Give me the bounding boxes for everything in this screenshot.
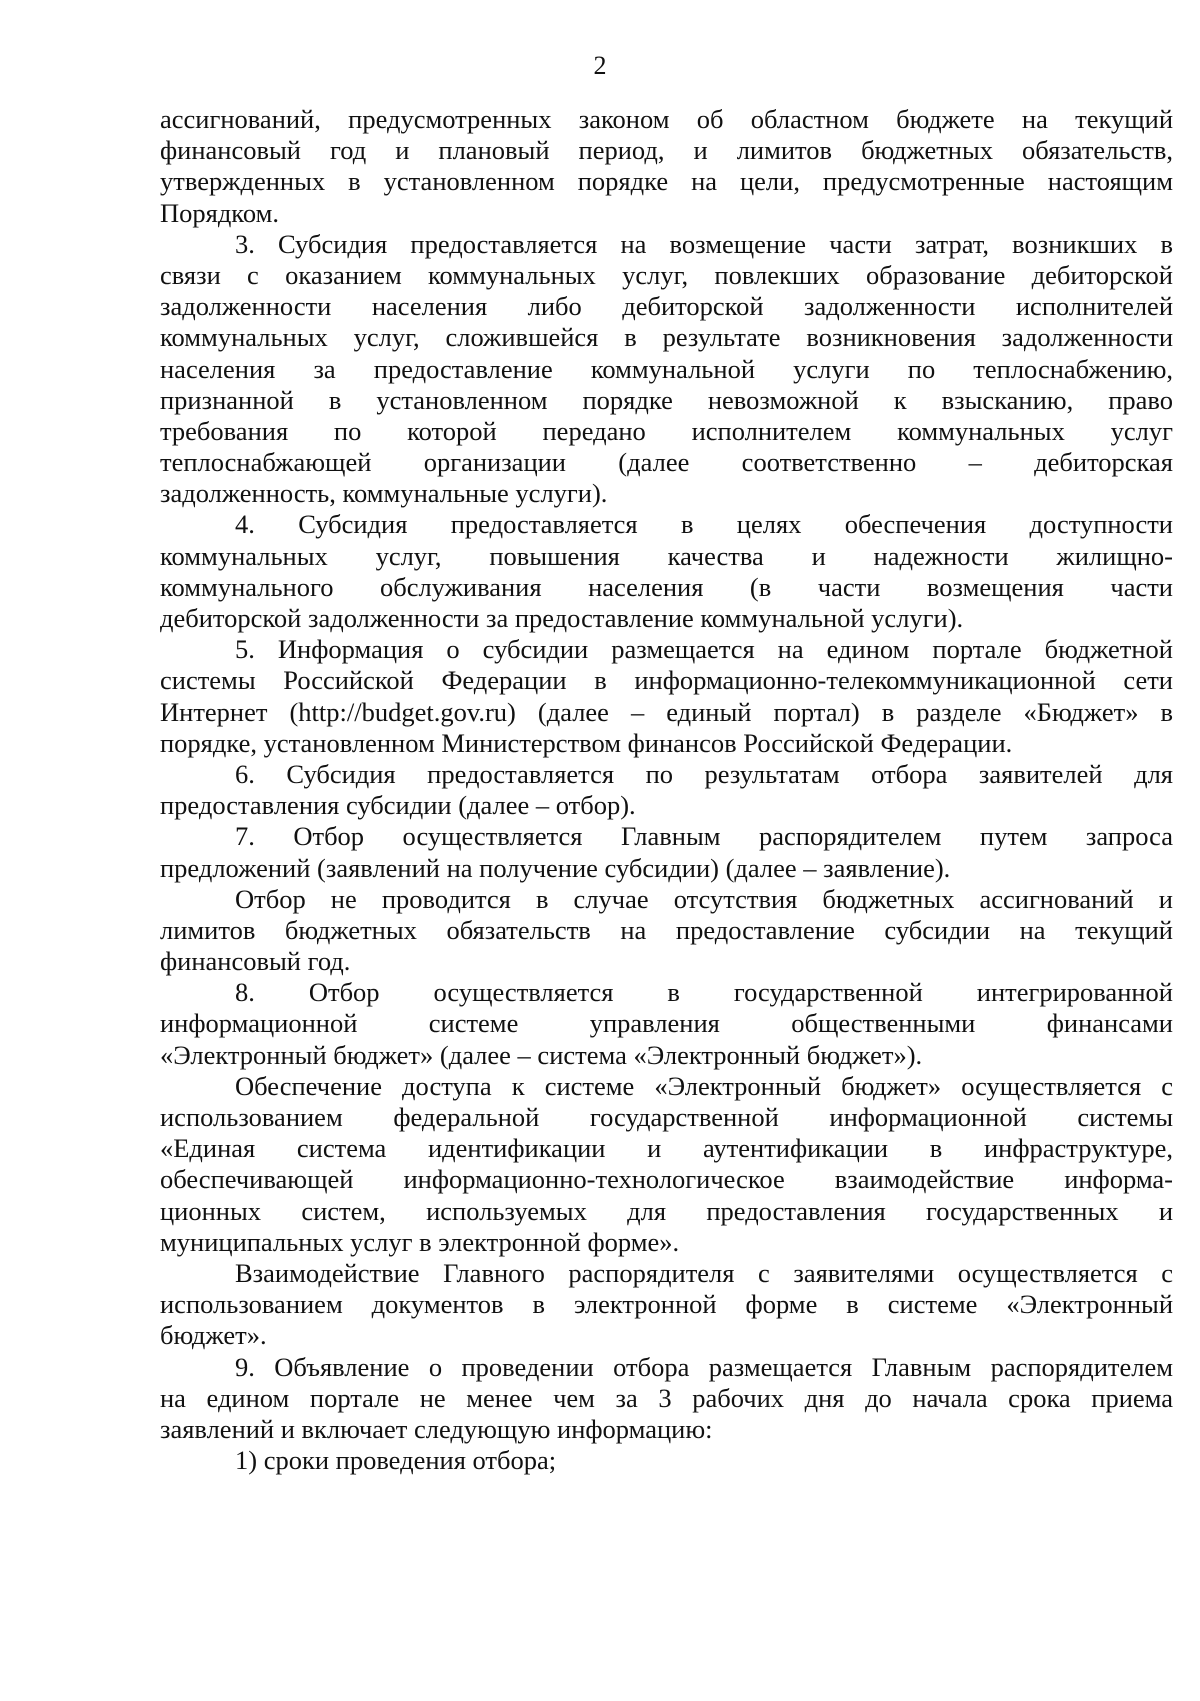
text-line: коммунальных услуг, сложившейся в результате возникновения задолженности	[160, 322, 1173, 353]
text-line: задолженность, коммунальные услуги).	[160, 478, 608, 509]
text-line: дебиторской задолженности за предоставление коммунальной услуги).	[160, 603, 964, 633]
text-line: информационной системе управления общественными финансами	[160, 1008, 1173, 1039]
text-line: Отбор не проводится в случае отсутствия бюджетных ассигнований и	[235, 883, 1173, 914]
text-line: предоставления субсидии (далее – отбор).	[160, 790, 636, 821]
text-line: финансовый год.	[160, 946, 351, 977]
text-line: задолженности населения либо дебиторской задолженности исполнителей	[160, 291, 1173, 322]
text-line: коммунальных услуг, повышения качества и надежности жилищно-	[160, 540, 1173, 571]
text-line: утвержденных в установленном порядке на цели, предусмотренные настоящим	[160, 166, 1173, 197]
text-line: заявлений и включает следующую информацию:	[160, 1413, 713, 1444]
text-line: связи с оказанием коммунальных услуг, повлекших образование дебиторской	[160, 259, 1173, 290]
text-line: муниципальных услуг в электронной форме».	[160, 1226, 680, 1257]
text-line: Взаимодействие Главного распорядителя с заявителями осуществляется с	[235, 1257, 1173, 1288]
text-line: системы Российской Федерации в информационно-телекоммуникационной сети	[160, 665, 1173, 696]
text-line: коммунального обслуживания населения (в части возмещения части	[160, 571, 1173, 602]
text-line: на едином портале не менее чем за 3 рабочих дня до начала срока приема	[160, 1382, 1173, 1413]
text-line: предложений (заявлений на получение субсидии) (далее – заявление).	[160, 852, 951, 883]
text-line: 5. Информация о субсидии размещается на едином портале бюджетной	[235, 634, 1173, 665]
text-line: 7. Отбор осуществляется Главным распорядителем путем запроса	[235, 821, 1173, 852]
text-line: порядке, установленном Министерством финансов Российской Федерации.	[160, 727, 1013, 758]
text-line: финансовый год и плановый период, и лимитов бюджетных обязательств,	[160, 135, 1173, 166]
text-line: ционных систем, используемых для предоставления государственных и	[160, 1195, 1173, 1226]
text-line: использованием федеральной государственной информационной системы	[160, 1102, 1173, 1132]
text-line: бюджет».	[160, 1320, 267, 1351]
text-line: 9. Объявление о проведении отбора размещается Главным распорядителем	[235, 1351, 1173, 1382]
text-line: 1) сроки проведения отбора;	[235, 1445, 557, 1476]
text-line: Обеспечение доступа к системе «Электронный бюджет» осуществляется с	[235, 1070, 1173, 1101]
text-line: «Электронный бюджет» (далее – система «Электронный бюджет»).	[160, 1039, 923, 1070]
document-body	[160, 104, 1173, 1476]
page-number: 2	[593, 51, 607, 80]
text-line: населения за предоставление коммунальной услуги по теплоснабжению,	[160, 353, 1173, 384]
text-line: 4. Субсидия предоставляется в целях обеспечения доступности	[235, 509, 1173, 540]
text-line: Порядком.	[160, 197, 279, 228]
text-line: Интернет (http://budget.gov.ru) (далее – единый портал) в разделе «Бюджет» в	[160, 696, 1173, 727]
text-line: 3. Субсидия предоставляется на возмещение части затрат, возникших в	[235, 228, 1173, 259]
text-line: лимитов бюджетных обязательств на предоставление субсидии на текущий	[160, 914, 1173, 945]
text-line: «Единая система идентификации и аутентификации в инфраструктуре,	[160, 1133, 1173, 1164]
text-line: требования по которой передано исполнителем коммунальных услуг	[160, 415, 1173, 446]
text-line: 8. Отбор осуществляется в государственной интегрированной	[235, 977, 1173, 1008]
text-line: использованием документов в электронной форме в системе «Электронный	[160, 1289, 1173, 1320]
text-line: ассигнований, предусмотренных законом об областном бюджете на текущий	[160, 104, 1173, 134]
text-line: 6. Субсидия предоставляется по результатам отбора заявителей для	[235, 758, 1173, 789]
text-line: обеспечивающей информационно-технологическое взаимодействие информа-	[160, 1164, 1173, 1195]
text-line: теплоснабжающей организации (далее соответственно – дебиторская	[160, 447, 1173, 478]
text-line: признанной в установленном порядке невозможной к взысканию, право	[160, 384, 1173, 415]
